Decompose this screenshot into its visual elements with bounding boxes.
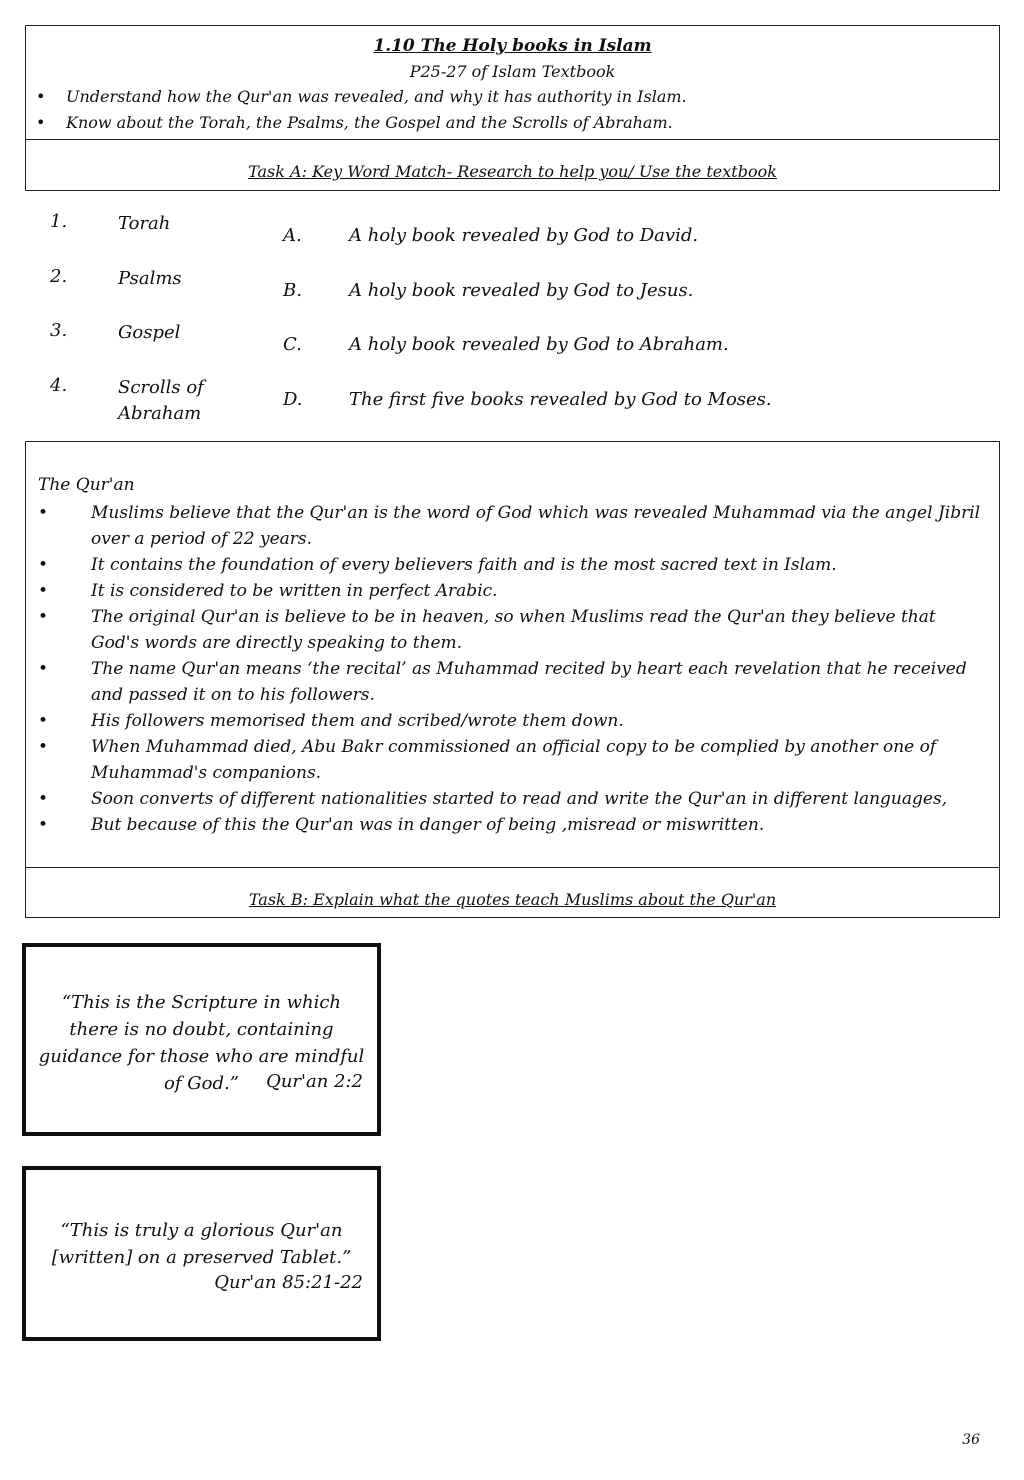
term-item	[50, 266, 250, 296]
term-word: Psalms	[118, 268, 182, 289]
bullet-icon: •	[38, 607, 49, 627]
list-item	[38, 578, 983, 604]
point-text: But because of this the Qur'an was in danger of being ,misread or miswritten.	[91, 815, 765, 835]
objective-item	[36, 84, 687, 110]
bullet-icon: •	[38, 815, 49, 835]
point-text: Soon converts of different nationalities started to read and write the Qur'an in different languages,	[91, 789, 948, 809]
point-text: The original Qur'an is believe to be in heaven, so when Muslims read the Qur'an they believe that God's words are directly speaking to them.	[91, 607, 936, 653]
objective-item	[36, 110, 687, 136]
bullet-icon: •	[38, 737, 49, 757]
quote-box	[22, 1166, 381, 1341]
bullet-icon: •	[38, 711, 49, 731]
list-item	[38, 500, 983, 552]
definition-letter: D.	[283, 389, 303, 410]
objective-text: Understand how the Qur'an was revealed, and why it has authority in Islam.	[66, 87, 687, 106]
objectives-list	[36, 84, 687, 136]
list-item	[38, 786, 983, 812]
bullet-icon: •	[38, 555, 49, 575]
quote-text: “This is truly a glorious Qur'an [written] on a preserved Tablet.”	[51, 1220, 352, 1268]
page-number: 36	[962, 1432, 980, 1448]
term-item	[50, 211, 250, 241]
task-b-box	[25, 867, 1000, 918]
term-number: 1.	[50, 211, 68, 232]
definition-letter: A.	[283, 225, 302, 246]
term-item	[50, 375, 250, 431]
definition-text: A holy book revealed by God to Abraham.	[349, 334, 729, 355]
term-word: Scrolls of Abraham	[118, 377, 204, 424]
bullet-icon: •	[36, 113, 46, 132]
task-a-label: Task A: Key Word Match- Research to help you/ Use the textbook	[248, 162, 777, 181]
term-number: 2.	[50, 266, 68, 287]
term-word: Torah	[118, 213, 171, 234]
quote-box	[22, 943, 381, 1136]
objective-text: Know about the Torah, the Psalms, the Gospel and the Scrolls of Abraham.	[66, 113, 673, 132]
list-item	[38, 552, 983, 578]
task-b-label: Task B: Explain what the quotes teach Muslims about the Qur'an	[248, 890, 777, 909]
quran-info-box	[25, 441, 1000, 868]
bullet-icon: •	[38, 659, 49, 679]
quote-text: “This is the Scripture in which there is no doubt, containing guidance for those who are mindful of God.”	[38, 992, 365, 1094]
term-word: Gospel	[118, 322, 181, 343]
list-item	[38, 708, 983, 734]
quran-points-list	[38, 500, 983, 838]
term-number: 4.	[50, 375, 68, 396]
bullet-icon: •	[36, 87, 46, 106]
point-text: His followers memorised them and scribed/wrote them down.	[91, 711, 624, 731]
point-text: Muslims believe that the Qur'an is the word of God which was revealed Muhammad via the angel Jibril over a period of 22 years.	[91, 503, 981, 549]
bullet-icon: •	[38, 789, 49, 809]
definition-text: A holy book revealed by God to Jesus.	[349, 280, 694, 301]
bullet-icon: •	[38, 503, 49, 523]
quote-reference: Qur'an 85:21-22	[214, 1272, 363, 1293]
list-item	[38, 656, 983, 708]
lesson-header	[25, 25, 1000, 140]
quote-reference: Qur'an 2:2	[266, 1071, 363, 1092]
point-text: It contains the foundation of every believers faith and is the most sacred text in Islam.	[91, 555, 837, 575]
textbook-reference: P25-27 of Islam Textbook	[409, 62, 616, 81]
task-a-box	[25, 139, 1000, 191]
list-item	[38, 734, 983, 786]
point-text: It is considered to be written in perfect Arabic.	[91, 581, 498, 601]
quran-heading: The Qur'an	[38, 475, 135, 495]
definition-text: A holy book revealed by God to David.	[349, 225, 699, 246]
definition-text: The first five books revealed by God to Moses.	[349, 389, 772, 410]
page-title: 1.10 The Holy books in Islam	[373, 36, 652, 56]
point-text: The name Qur'an means ‘the recital’ as Muhammad recited by heart each revelation that he received and passed it on to his followers.	[91, 659, 967, 705]
definition-letter: B.	[283, 280, 302, 301]
definition-letter: C.	[283, 334, 302, 355]
point-text: When Muhammad died, Abu Bakr commissioned an official copy to be complied by another one of Muhammad's companions.	[91, 737, 937, 783]
list-item	[38, 812, 983, 838]
term-item	[50, 320, 250, 350]
bullet-icon: •	[38, 581, 49, 601]
list-item	[38, 604, 983, 656]
term-number: 3.	[50, 320, 68, 341]
